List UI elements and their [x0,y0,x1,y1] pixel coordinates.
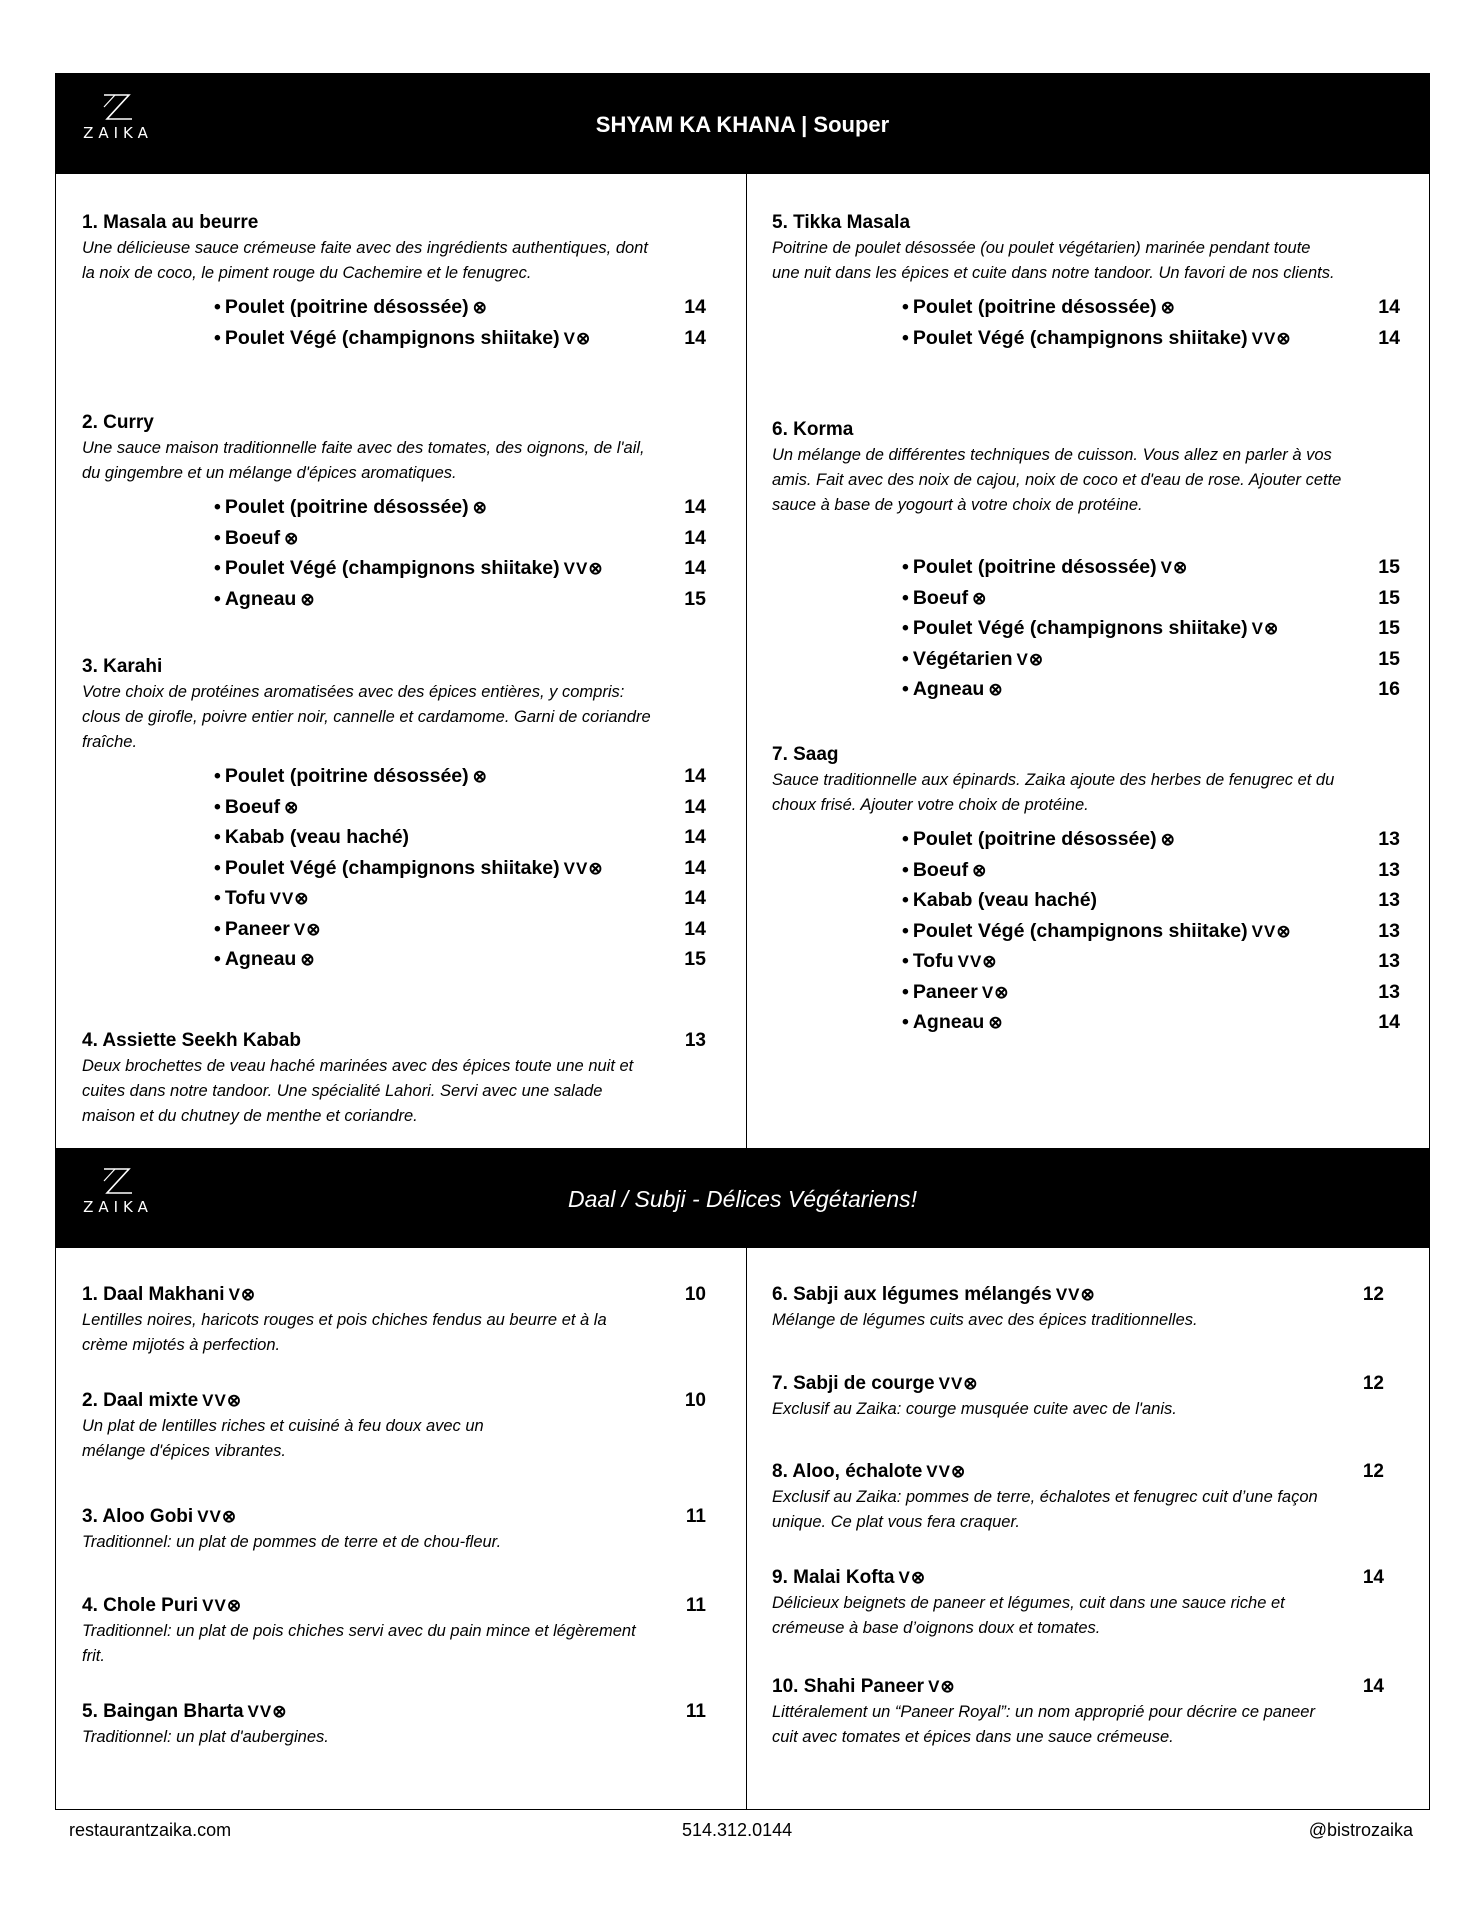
dietary-tag-icon: VV⊗ [202,1391,243,1410]
dish-name: 1. Daal Makhani [82,1284,225,1305]
dish-malai-kofta [772,1565,1408,1641]
option-label: Paneer [224,917,290,940]
option-label: Poulet Végé (champignons shiitake) [224,856,560,879]
option-price: 14 [684,795,706,818]
dietary-tag-icon: ⊗ [300,950,316,969]
dish-daal-mixte [82,1388,714,1464]
option-label: Agneau [912,678,985,700]
dish-description: Traditionnel: un plat d'aubergines. [82,1728,329,1746]
option-label: Kabab (veau haché) [912,889,1098,911]
option-row: • Poulet Végé (champignons shiitake) VV⊗ 14 [772,323,1408,354]
dietary-tag-icon: ⊗ [284,797,300,817]
dietary-tag-icon: VV⊗ [938,1374,979,1393]
dietary-tag-icon: VV⊗ [269,889,310,908]
option-price: 13 [1378,950,1400,972]
footer [0,1810,1484,1850]
option-row: • Agneau ⊗ 15 [82,584,714,615]
option-row: • Agneau ⊗ 16 [772,674,1408,705]
option-row: • Agneau ⊗ 15 [82,944,714,975]
column-divider [746,174,747,1148]
option-price: 14 [684,856,706,879]
dietary-tag-icon: V⊗ [1160,558,1189,577]
dish-price: 13 [684,1030,706,1051]
option-row: • Végétarien V⊗ 15 [772,644,1408,675]
dish-name: 5. Baingan Bharta [82,1701,244,1722]
dish-price: 11 [685,1595,706,1616]
dish-name: 4. Chole Puri [82,1595,199,1616]
dish-name: 2. Daal mixte [82,1390,199,1411]
dietary-tag-icon: VV⊗ [197,1507,238,1526]
option-label: Agneau [224,948,297,970]
option-label: Poulet (poitrine désossée) [912,828,1157,850]
dish-karahi [82,654,714,975]
option-price: 13 [1378,919,1400,942]
option-price: 15 [1378,586,1400,609]
dietary-tag-icon: V⊗ [1016,649,1045,669]
option-row: • Poulet Végé (champignons shiitake) VV⊗ 13 [772,916,1408,947]
option-price: 14 [684,917,706,940]
dietary-tag-icon: V⊗ [928,1677,956,1696]
option-label: Agneau [224,587,297,610]
dish-description: Exclusif au Zaika: pommes de terre, échalotes et fenugrec cuit d’une façon unique. Ce plat vous fera craquer. [772,1488,1318,1531]
option-label: Poulet (poitrine désossée) [912,296,1157,318]
dietary-tag-icon: ⊗ [988,1013,1004,1032]
dietary-tag-icon: ⊗ [284,528,300,548]
option-row: • Poulet (poitrine désossée) ⊗ 14 [82,292,714,323]
option-label: Tofu [224,887,266,909]
option-price: 14 [1378,296,1400,318]
dietary-tag-icon: VV⊗ [247,1702,288,1721]
option-row: • Tofu VV⊗ 14 [82,883,714,914]
option-price: 14 [1378,1011,1400,1033]
dietary-tag-icon: VV⊗ [957,952,998,971]
option-label: Poulet (poitrine désossée) [224,296,469,318]
option-row: • Paneer V⊗ 14 [82,914,714,945]
option-price: 15 [1378,556,1400,578]
dish-baingan-bharta [82,1699,714,1750]
option-row: • Boeuf ⊗ 13 [772,855,1408,886]
dish-korma [772,417,1408,705]
dish-description: Une délicieuse sauce crémeuse faite avec des ingrédients authentiques, dont la noix de coco, le piment rouge du Cachemire et le fenugrec. [82,239,648,282]
dish-description: Une sauce maison traditionnelle faite avec des tomates, des oignons, de l'ail, du gingembre et un mélange d'épices aromatiques. [82,439,645,482]
option-row: • Agneau ⊗ 14 [772,1007,1408,1038]
option-label: Poulet Végé (champignons shiitake) [912,326,1248,349]
dish-sabji-courge [772,1371,1408,1422]
dish-name: 7. Sabji de courge [772,1373,935,1394]
option-price: 13 [1378,980,1400,1003]
dish-aloo-gobi [82,1504,714,1555]
header-band-vegetarien [56,1148,1429,1248]
dish-price: 14 [1362,1676,1384,1697]
option-price: 13 [1378,858,1400,881]
option-row: • Poulet (poitrine désossée) ⊗ 14 [82,761,714,792]
dietary-tag-icon: V⊗ [981,982,1010,1002]
dish-daal-makhani [82,1282,714,1358]
option-row: • Paneer V⊗ 13 [772,977,1408,1008]
option-label: Poulet (poitrine désossée) [224,765,469,787]
option-label: Tofu [912,950,954,972]
dietary-tag-icon: VV⊗ [1251,328,1292,348]
header-band-souper [56,74,1429,174]
dish-assiette-seekh-kabab [82,1028,714,1129]
dish-price: 10 [684,1390,706,1411]
dish-description: Littéralement un “Paneer Royal”: un nom approprié pour décrire ce paneer cuit avec tomates et épices dans une sauce crémeuse. [772,1703,1315,1746]
option-price: 14 [1378,326,1400,349]
dietary-tag-icon: ⊗ [972,860,988,880]
dish-name: 2. Curry [82,412,154,433]
option-price: 14 [684,887,706,909]
dietary-tag-icon: VV⊗ [1055,1285,1096,1304]
option-label: Poulet (poitrine désossée) [912,556,1157,578]
option-price: 14 [684,496,706,518]
column-divider [746,1248,747,1809]
dish-description: Un mélange de différentes techniques de cuisson. Vous allez en parler à vos amis. Fait avec des noix de cajou, noix de coco et d'eau de rose. Ajouter cette sauce à base de yogourt à votre choix de protéine. [772,446,1342,514]
option-row: • Kabab (veau haché) 13 [772,885,1408,916]
dietary-tag-icon: ⊗ [1160,830,1176,849]
dish-description: Traditionnel: un plat de pois chiches servi avec du pain mince et légèrement frit. [82,1622,636,1665]
section-title-souper: SHYAM KA KHANA | Souper [595,112,890,137]
section-vegetarien [56,1248,1429,1809]
dish-description: Sauce traditionnelle aux épinards. Zaika ajoute des herbes de fenugrec et du choux frisé. Ajouter votre choix de protéine. [772,771,1335,814]
dietary-tag-icon: VV⊗ [563,858,604,878]
option-row: • Poulet (poitrine désossée) ⊗ 13 [772,824,1408,855]
dietary-tag-icon: ⊗ [472,498,488,517]
dish-chole-puri [82,1593,714,1669]
dish-name: 1. Masala au beurre [82,212,259,233]
dietary-tag-icon: VV⊗ [202,1596,243,1615]
option-label: Poulet Végé (champignons shiitake) [912,617,1248,639]
dietary-tag-icon: ⊗ [1160,298,1176,317]
dietary-tag-icon: VV⊗ [1251,921,1292,941]
dish-sabji-legumes [772,1282,1408,1333]
dietary-tag-icon: ⊗ [972,588,988,608]
dietary-tag-icon: VV⊗ [926,1462,967,1481]
option-label: Boeuf [224,795,281,818]
dish-masala-au-beurre [82,210,714,353]
option-label: Kabab (veau haché) [224,826,410,848]
dietary-tag-icon: VV⊗ [563,559,604,578]
dish-price: 11 [685,1701,706,1722]
dietary-tag-icon: ⊗ [988,680,1004,699]
dish-description: Exclusif au Zaika: courge musquée cuite avec de l'anis. [772,1400,1177,1418]
dish-name: 10. Shahi Paneer [772,1676,925,1697]
dish-name: 3. Karahi [82,656,163,677]
option-price: 13 [1378,889,1400,911]
phone-number[interactable]: 514.312.0144 [682,1820,793,1840]
option-price: 14 [684,326,706,349]
dish-price: 12 [1362,1461,1384,1482]
dietary-tag-icon: V⊗ [1251,619,1280,638]
dietary-tag-icon: ⊗ [472,298,488,317]
dish-name: 6. Korma [772,419,854,440]
dish-description: Votre choix de protéines aromatisées avec des épices entières, y compris: clous de girofle, poivre entier noir, cannelle et cardamome. Garni de coriandre fraîche. [82,683,651,751]
dietary-tag-icon: ⊗ [472,767,488,786]
option-label: Poulet Végé (champignons shiitake) [912,919,1248,942]
dish-name: 4. Assiette Seekh Kabab [82,1030,301,1051]
option-label: Boeuf [224,526,281,549]
option-price: 16 [1378,678,1400,700]
dish-description: Un plat de lentilles riches et cuisiné à feu doux avec un mélange d'épices vibrantes. [82,1417,484,1460]
dish-price: 12 [1362,1373,1384,1394]
dish-name: 9. Malai Kofta [772,1567,895,1588]
dish-name: 7. Saag [772,744,839,765]
option-row: • Boeuf ⊗ 15 [772,583,1408,614]
option-row: • Boeuf ⊗ 14 [82,523,714,554]
option-price: 14 [684,765,706,787]
option-row: • Boeuf ⊗ 14 [82,792,714,823]
option-price: 14 [684,826,706,848]
option-price: 15 [684,587,706,610]
dish-name: 8. Aloo, échalote [772,1461,923,1482]
dish-aloo-echalote [772,1459,1408,1535]
dietary-tag-icon: V⊗ [293,919,322,939]
dish-name: 5. Tikka Masala [772,212,911,233]
option-row: • Poulet (poitrine désossée) ⊗ 14 [82,492,714,523]
dish-price: 12 [1362,1284,1384,1305]
dietary-tag-icon: V⊗ [898,1568,927,1587]
dish-description: Mélange de légumes cuits avec des épices traditionnelles. [772,1311,1198,1329]
option-label: Poulet Végé (champignons shiitake) [224,557,560,579]
option-label: Paneer [912,980,978,1003]
option-label: Boeuf [912,586,969,609]
option-row: • Poulet Végé (champignons shiitake) V⊗ 14 [82,323,714,354]
dietary-tag-icon: V⊗ [228,1285,257,1304]
dish-shahi-paneer [772,1674,1408,1750]
website-link[interactable]: restaurantzaika.com [69,1820,232,1840]
option-label: Agneau [912,1011,985,1033]
option-price: 14 [684,557,706,579]
option-row: • Poulet (poitrine désossée) V⊗ 15 [772,552,1408,583]
dish-curry [82,410,714,614]
option-label: Boeuf [912,858,969,881]
dish-saag [772,742,1408,1038]
dish-price: 10 [684,1284,706,1305]
dish-description: Poitrine de poulet désossée (ou poulet végétarien) marinée pendant toute une nuit dans les épices et cuite dans notre tandoor. Un favori de nos clients. [772,239,1335,282]
option-row: • Tofu VV⊗ 13 [772,946,1408,977]
dish-description: Délicieux beignets de paneer et légumes, cuit dans une sauce riche et crémeuse à base d’oignons doux et tomates. [772,1594,1285,1637]
option-price: 14 [684,296,706,318]
option-row: • Poulet Végé (champignons shiitake) VV⊗ 14 [82,553,714,584]
dish-name: 6. Sabji aux légumes mélangés [772,1284,1052,1305]
option-row: • Kabab (veau haché) 14 [82,822,714,853]
dietary-tag-icon: ⊗ [300,589,316,609]
dish-price: 14 [1362,1567,1384,1588]
dish-name: 3. Aloo Gobi [82,1506,194,1527]
option-label: Poulet (poitrine désossée) [224,496,469,518]
option-price: 15 [1378,647,1400,670]
dish-description: Lentilles noires, haricots rouges et pois chiches fendus au beurre et à la crème mijotés à perfection. [82,1311,607,1354]
dish-price: 11 [685,1506,706,1527]
dish-description: Traditionnel: un plat de pommes de terre et de chou-fleur. [82,1533,502,1551]
logo-wordmark: ZAIKA [83,1198,153,1216]
dietary-tag-icon: V⊗ [563,328,592,348]
logo-wordmark: ZAIKA [83,124,153,142]
section-title-vegetarien: Daal / Subji - Délices Végétariens! [568,1186,917,1212]
option-price: 13 [1378,828,1400,850]
option-price: 15 [1378,617,1400,639]
option-row: • Poulet Végé (champignons shiitake) VV⊗ 14 [82,853,714,884]
option-price: 14 [684,526,706,549]
option-price: 15 [684,948,706,970]
social-handle[interactable]: @bistrozaika [1308,1820,1413,1840]
option-label: Végétarien [912,647,1013,670]
dish-tikka-masala [772,210,1408,353]
section-souper [56,174,1429,1148]
option-row: • Poulet (poitrine désossée) ⊗ 14 [772,292,1408,323]
dish-description: Deux brochettes de veau haché marinées avec des épices toute une nuit et cuites dans notre tandoor. Une spécialité Lahori. Servi avec une salade maison et du chutney de menthe et coriandre. [82,1057,634,1125]
option-label: Poulet Végé (champignons shiitake) [224,326,560,349]
option-row: • Poulet Végé (champignons shiitake) V⊗ 15 [772,613,1408,644]
